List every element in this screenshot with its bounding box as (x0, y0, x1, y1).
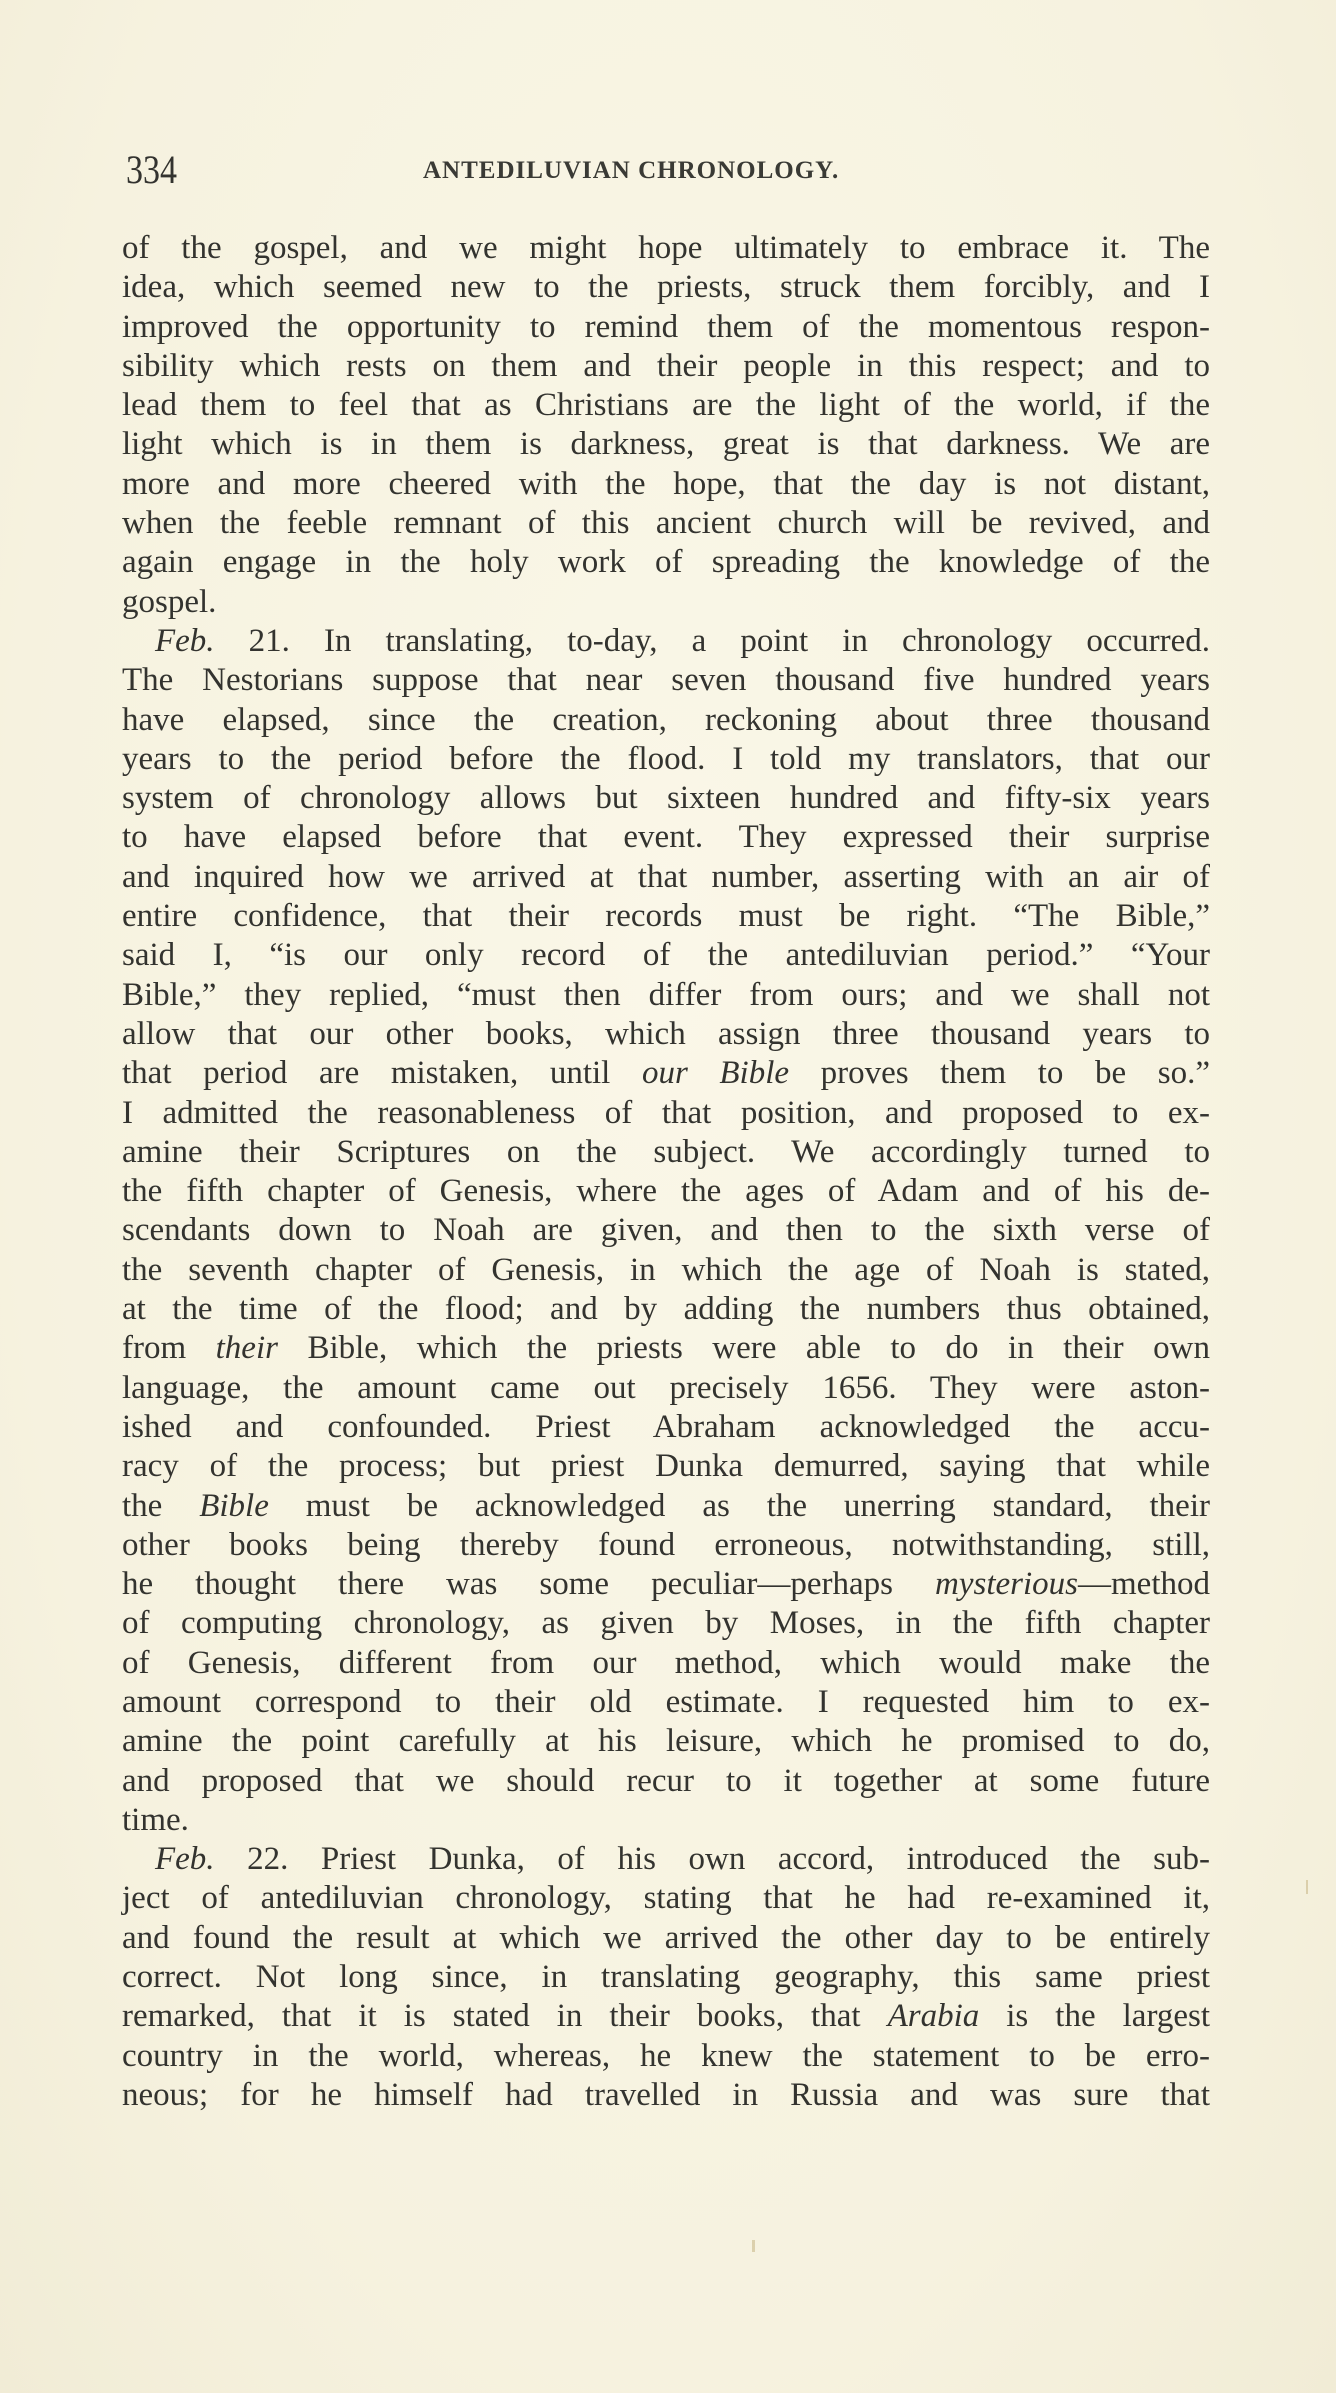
text-line (122, 1487, 1210, 1526)
text-segment: when the feeble remnant of this ancient church will be revived, and (122, 505, 1210, 542)
text-line (122, 425, 1210, 464)
text-segment: —method (1078, 1566, 1210, 1603)
page-number: 334 (126, 147, 177, 192)
text-line (122, 1211, 1210, 1250)
running-title: ANTEDILUVIAN CHRONOLOGY. (423, 157, 840, 184)
text-segment: correct. Not long since, in translating geography, this same priest (122, 1959, 1210, 1996)
text-segment: and inquired how we arrived at that number, asserting with an air of (122, 858, 1210, 895)
text-segment: of Genesis, different from our method, which would make the (122, 1644, 1210, 1681)
text-line (122, 818, 1210, 857)
text-line (122, 1762, 1210, 1801)
text-segment: lead them to feel that as Christians are the light of the world, if the (122, 387, 1210, 424)
text-segment: of the gospel, and we might hope ultimately to embrace it. The (122, 230, 1210, 266)
text-line (122, 936, 1210, 975)
text-line (122, 1015, 1210, 1054)
text-line (122, 268, 1210, 307)
text-segment: 21. In translating, to-day, a point in chronology occurred. (214, 622, 1210, 659)
text-line (122, 1054, 1210, 1093)
text-line (122, 2037, 1210, 2076)
text-line (122, 1133, 1210, 1172)
text-line (122, 465, 1210, 504)
text-line (122, 504, 1210, 543)
text-line (122, 1447, 1210, 1486)
text-line (122, 1644, 1210, 1683)
italic-text: Arabia (887, 1998, 980, 2035)
text-line (122, 1997, 1210, 2036)
text-segment: from (122, 1330, 216, 1367)
text-line (122, 1604, 1210, 1643)
text-line (122, 1958, 1210, 1997)
text-line (122, 858, 1210, 897)
text-segment: 22. Priest Dunka, of his own accord, introduced the sub- (214, 1841, 1210, 1878)
text-segment: The Nestorians suppose that near seven thousand five hundred years (122, 662, 1210, 699)
text-segment: country in the world, whereas, he knew the statement to be erro- (122, 2037, 1210, 2074)
text-line (122, 583, 1210, 622)
text-segment: is the largest (979, 1998, 1210, 2035)
text-line (122, 347, 1210, 386)
text-line (122, 1329, 1210, 1368)
text-line (122, 1565, 1210, 1604)
text-line (122, 1094, 1210, 1133)
text-segment: language, the amount came out precisely 1656. They were aston- (122, 1369, 1210, 1406)
italic-text: mysterious (935, 1566, 1079, 1603)
text-segment: must be acknowledged as the unerring standard, their (268, 1487, 1210, 1524)
text-segment: ished and confounded. Priest Abraham acknowledged the accu- (122, 1408, 1210, 1445)
text-line (122, 1919, 1210, 1958)
text-line (122, 1801, 1210, 1840)
text-line (122, 1683, 1210, 1722)
text-segment: gospel. (122, 583, 217, 620)
text-segment: time. (122, 1801, 189, 1838)
text-line (122, 1290, 1210, 1329)
paper-speck (752, 2240, 755, 2252)
text-segment: of computing chronology, as given by Moses, in the fifth chapter (122, 1605, 1210, 1642)
text-segment: more and more cheered with the hope, that the day is not distant, (122, 465, 1210, 502)
text-segment: again engage in the holy work of spreading the knowledge of the (122, 544, 1210, 581)
text-line (122, 1369, 1210, 1408)
italic-text: Bible (199, 1487, 269, 1524)
text-line (122, 701, 1210, 740)
text-segment: improved the opportunity to remind them of the momentous respon- (122, 308, 1210, 345)
text-line (122, 2076, 1210, 2115)
text-segment: to have elapsed before that event. They expressed their surprise (122, 819, 1210, 856)
italic-text: our Bible (641, 1055, 790, 1092)
text-segment: the seventh chapter of Genesis, in which the age of Noah is stated, (122, 1251, 1210, 1288)
text-segment: that period are mistaken, until (122, 1055, 642, 1092)
text-segment: other books being thereby found erroneous, notwithstanding, still, (122, 1526, 1210, 1563)
text-line (122, 1526, 1210, 1565)
text-line (122, 386, 1210, 425)
text-segment: neous; for he himself had travelled in Russia and was sure that (122, 2076, 1210, 2113)
text-segment: the (122, 1487, 200, 1524)
running-header (122, 148, 1210, 192)
text-segment: have elapsed, since the creation, reckoning about three thousand (122, 701, 1210, 738)
text-segment: racy of the process; but priest Dunka demurred, saying that while (122, 1448, 1210, 1485)
text-segment: Bible,” they replied, “must then differ from ours; and we shall not (122, 976, 1210, 1013)
text-segment: amine their Scriptures on the subject. We accordingly turned to (122, 1133, 1210, 1170)
italic-text: their (215, 1330, 278, 1367)
text-segment: he thought there was some peculiar—perhaps (122, 1566, 936, 1603)
text-line (122, 740, 1210, 779)
text-segment: and found the result at which we arrived the other day to be entirely (122, 1919, 1210, 1956)
text-segment: proves them to be so.” (789, 1055, 1210, 1092)
italic-text: Feb. (155, 1841, 215, 1878)
text-line (122, 622, 1210, 661)
body-text (122, 229, 1210, 2115)
text-segment: and proposed that we should recur to it together at some future (122, 1762, 1210, 1799)
text-line (122, 1251, 1210, 1290)
text-segment: at the time of the flood; and by adding the numbers thus obtained, (122, 1291, 1210, 1328)
text-line (122, 308, 1210, 347)
text-line (122, 1722, 1210, 1761)
text-line (122, 1879, 1210, 1918)
text-segment: said I, “is our only record of the antediluvian period.” “Your (122, 937, 1210, 974)
text-segment: remarked, that it is stated in their books, that (122, 1998, 888, 2035)
text-segment: ject of antediluvian chronology, stating that he had re-examined it, (122, 1880, 1210, 1917)
text-line (122, 1172, 1210, 1211)
text-line (122, 779, 1210, 818)
text-line (122, 229, 1210, 268)
text-segment: system of chronology allows but sixteen hundred and fifty-six years (122, 780, 1210, 817)
text-line (122, 976, 1210, 1015)
text-line (122, 897, 1210, 936)
text-line (122, 661, 1210, 700)
text-line (122, 1408, 1210, 1447)
text-segment: the fifth chapter of Genesis, where the ages of Adam and of his de- (122, 1173, 1210, 1210)
text-segment: allow that our other books, which assign three thousand years to (122, 1015, 1210, 1052)
text-segment: amine the point carefully at his leisure, which he promised to do, (122, 1723, 1210, 1760)
text-segment: Bible, which the priests were able to do in their own (277, 1330, 1210, 1367)
text-segment: amount correspond to their old estimate. I requested him to ex- (122, 1683, 1210, 1720)
text-line (122, 543, 1210, 582)
text-segment: scendants down to Noah are given, and then to the sixth verse of (122, 1212, 1210, 1249)
text-segment: light which is in them is darkness, great is that darkness. We are (122, 426, 1210, 463)
text-segment: idea, which seemed new to the priests, struck them forcibly, and I (122, 269, 1210, 306)
italic-text: Feb. (155, 622, 215, 659)
text-segment: I admitted the reasonableness of that position, and proposed to ex- (122, 1094, 1210, 1131)
text-segment: entire confidence, that their records must be right. “The Bible,” (122, 898, 1210, 935)
paper-speck (1306, 1880, 1308, 1894)
text-segment: sibility which rests on them and their people in this respect; and to (122, 347, 1210, 384)
text-line (122, 1840, 1210, 1879)
text-segment: years to the period before the flood. I told my translators, that our (122, 740, 1210, 777)
